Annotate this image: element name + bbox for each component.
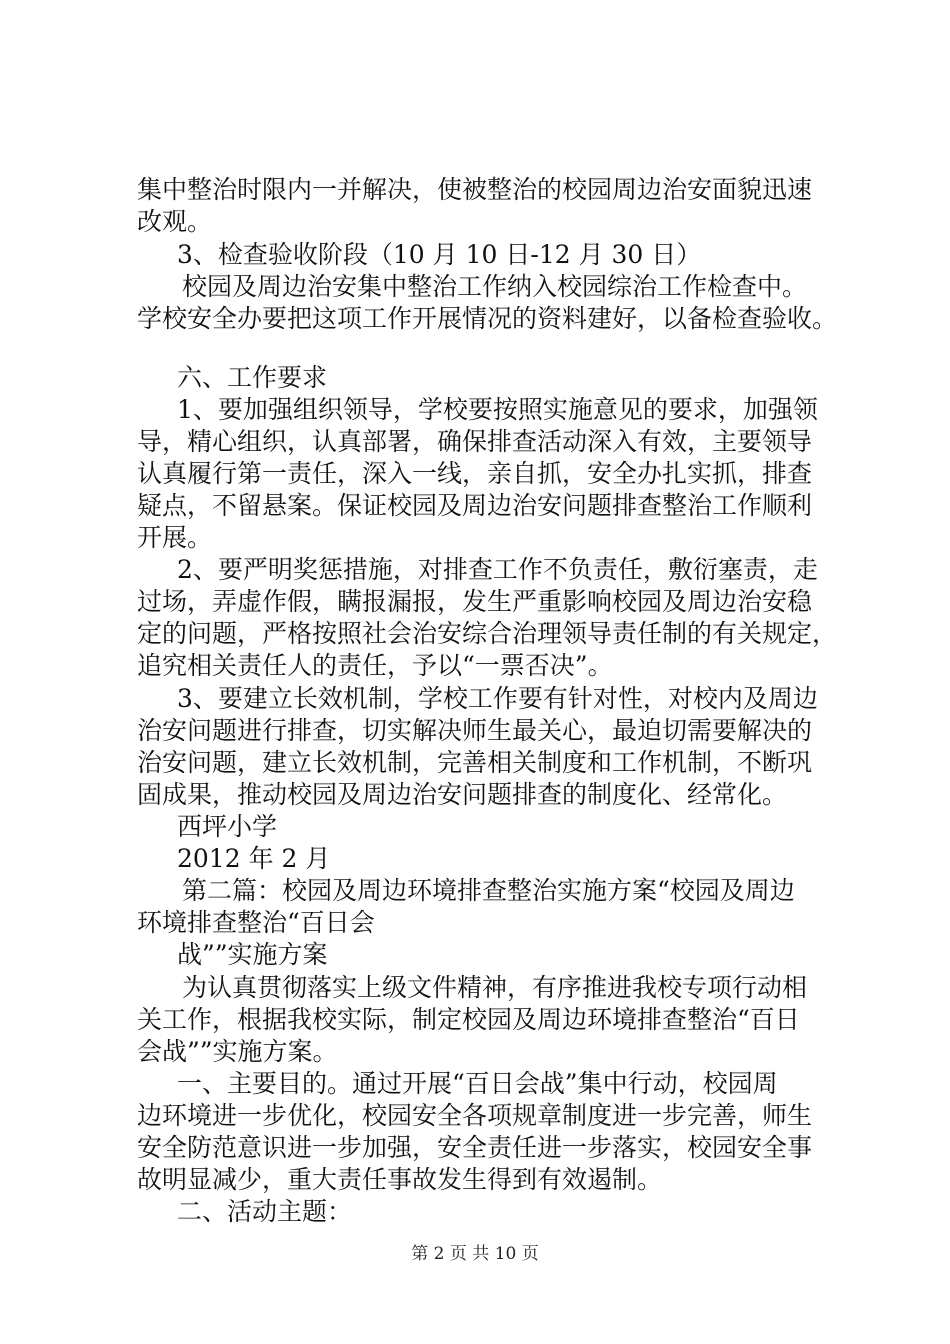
signature-school: 西坪小学: [177, 812, 278, 841]
section-heading: 3、检查验收阶段（10 月 10 日-12 月 30 日）: [177, 240, 702, 269]
text-line: 导，精心组织，认真部署，确保排查活动深入有效，主要领导: [137, 427, 813, 456]
text-line: 校园及周边治安集中整治工作纳入校园综治工作检查中。: [182, 272, 808, 301]
text-line: 3、要建立长效机制，学校工作要有针对性，对校内及周边: [177, 684, 818, 713]
text-line: 1、要加强组织领导，学校要按照实施意见的要求，加强领: [177, 395, 818, 424]
text-line: 开展。: [137, 523, 213, 552]
text-line: 治安问题进行排查，切实解决师生最关心，最迫切需要解决的: [137, 716, 813, 745]
chapter-title: 环境排查整治“百日会: [137, 908, 375, 937]
section-heading: 二、活动主题：: [177, 1197, 353, 1226]
chapter-title: 战””实施方案: [177, 940, 328, 969]
text-line: 关工作，根据我校实际，制定校园及周边环境排查整治“百日: [137, 1005, 800, 1034]
text-line: 固成果，推动校园及周边治安问题排查的制度化、经常化。: [137, 780, 788, 809]
text-line: 过场，弄虚作假，瞒报漏报，发生严重影响校园及周边治安稳: [137, 587, 813, 616]
text-line: 追究相关责任人的责任，予以“一票否决”。: [137, 651, 613, 680]
text-line: 一、主要目的。通过开展“百日会战”集中行动，校园周: [177, 1069, 778, 1098]
page-number: 第 2 页 共 10 页: [411, 1244, 539, 1264]
text-line: 会战””实施方案。: [137, 1037, 338, 1066]
text-line: 集中整治时限内一并解决，使被整治的校园周边治安面貌迅速: [137, 175, 813, 204]
text-line: 改观。: [137, 207, 213, 236]
text-line: 2、要严明奖惩措施，对排查工作不负责任，敷衍塞责，走: [177, 555, 818, 584]
text-line: 认真履行第一责任，深入一线，亲自抓，安全办扎实抓，排查: [137, 459, 813, 488]
text-line: 为认真贯彻落实上级文件精神，有序推进我校专项行动相: [182, 973, 808, 1002]
text-line: 安全防范意识进一步加强，安全责任进一步落实，校园安全事: [137, 1133, 813, 1162]
text-line: 定的问题，严格按照社会治安综合治理领导责任制的有关规定，: [137, 619, 838, 648]
text-line: 疑点，不留悬案。保证校园及周边治安问题排查整治工作顺利: [137, 491, 813, 520]
chapter-title: 第二篇：校园及周边环境排查整治实施方案“校园及周边: [182, 876, 795, 905]
signature-date: 2012 年 2 月: [177, 844, 331, 873]
text-line: 治安问题，建立长效机制，完善相关制度和工作机制，不断巩: [137, 748, 813, 777]
text-line: 边环境进一步优化，校园安全各项规章制度进一步完善，师生: [137, 1101, 813, 1130]
text-line: 学校安全办要把这项工作开展情况的资料建好，以备检查验收。: [137, 304, 838, 333]
section-heading: 六、工作要求: [177, 363, 328, 392]
text-line: 故明显减少，重大责任事故发生得到有效遏制。: [137, 1165, 663, 1194]
